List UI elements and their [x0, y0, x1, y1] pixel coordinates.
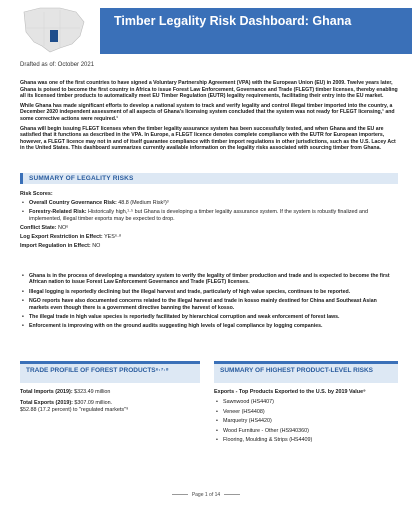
- intro-paragraph: Ghana was one of the first countries to have signed a Voluntary Partnership Agreement (VPA) with the European Union (EU) in 2009. Twelve years later, Ghana is poised to become the first country in Africa to issue Forest Law Enforcement, Governance and Trade (FLEGT) timber licenses, thereby enabling all its licensed timber products to automatically meet EU Timber Regulation (EUTR) legality requirements, facilitating their entry into the EU market.: [20, 80, 398, 100]
- list-item: • Enforcement is improving with on the ground audits suggesting high levels of legal compliance by logging companies.: [20, 323, 398, 329]
- risk-scores: [20, 191, 398, 252]
- list-item: • Flooring, Moulding & Strips (HS4409): [214, 437, 398, 444]
- total-imports-label: Total Imports (2019):: [20, 389, 73, 395]
- forestry-risk-value: Historically high,¹·⁵ but Ghana is developing a timber legality assurance system. If the system is robustly finalized and implemented, illegal timber exports may be expected to drop.: [29, 209, 369, 222]
- conflict-state: [20, 225, 398, 232]
- product-risks: [214, 389, 398, 447]
- forestry-risk: [20, 209, 398, 223]
- drafted-date: Drafted as of: October 2021: [20, 62, 95, 68]
- import-regulation-value: NO: [92, 243, 101, 249]
- conflict-state-value: NO⁶: [58, 225, 69, 231]
- log-export-label: Log Export Restriction in Effect:: [20, 234, 103, 240]
- total-exports-value: $307.09 million.: [74, 400, 113, 406]
- intro-paragraph: While Ghana has made significant efforts to develop a national system to track and verify legality and control illegal timber imported into the country, a December 2020 independent assessment of all aspects of Ghana's licensing system concluded that the system was not ready for FLEGT licensing,¹ and some corrective actions were required.¹: [20, 102, 395, 122]
- conflict-state-label: Conflict State:: [20, 225, 57, 231]
- africa-map-icon: [20, 2, 90, 58]
- import-regulation-label: Import Regulation in Effect:: [20, 243, 91, 249]
- list-item: • Illegal logging is reportedly declining but the illegal harvest and trade, particularly of high value species, continues to be reported.: [20, 289, 398, 295]
- list-item: • Ghana is in the process of developing a mandatory system to verify the legality of timber production and trade and is expected to become the first African nation to issue Forest Law Enforcement Governance and Trade (FLEGT) licenses.: [20, 273, 398, 286]
- section-heading-products: [214, 361, 398, 383]
- total-exports: [20, 400, 200, 407]
- governance-risk-label: Overall Country Governance Risk:: [29, 200, 117, 206]
- page-title: Timber Legality Risk Dashboard: Ghana: [114, 14, 352, 28]
- product-risks-subheading: Exports - Top Products Exported to the U.S. by 2019 Value⁹: [214, 389, 366, 395]
- section-heading-text: SUMMARY OF HIGHEST PRODUCT-LEVEL RISKS: [220, 367, 374, 374]
- import-regulation: [20, 243, 398, 250]
- section-heading-text: SUMMARY OF LEGALITY RISKS: [29, 175, 134, 182]
- intro-section: [20, 80, 398, 155]
- key-points-list: [20, 273, 398, 333]
- total-imports: [20, 389, 200, 396]
- section-heading-summary: [20, 173, 398, 184]
- page-header: [0, 0, 412, 56]
- exports-detail: $52.88 (17.2 percent) to "regulated markets"⁹: [20, 407, 129, 413]
- list-item: • Sawnwood (HS4407): [214, 399, 398, 406]
- log-export-restriction: [20, 234, 398, 241]
- list-item: • Veneer (HS4408): [214, 409, 398, 416]
- risk-scores-label: Risk Scores:: [20, 191, 53, 197]
- list-item: • Marquetry (HS4420): [214, 418, 398, 425]
- governance-risk-value: 48.8 (Medium Risk²)³: [118, 200, 169, 206]
- list-item: • The illegal trade in high value species is reportedly facilitated by hierarchical corruption and weak enforcement of forest laws.: [20, 314, 398, 320]
- total-imports-value: $323.49 million: [74, 389, 111, 395]
- log-export-value: YES⁶·⁸: [104, 234, 122, 240]
- intro-paragraph: Ghana will begin issuing FLEGT licenses when the timber legality assurance system has been successfully tested, and when Ghana and the EU are satisfied that it functions as described in the VPA. In Europe, a FLEGT licence denotes complete compliance with the EUTR for European importers, however, a FLEGT licence may not in and of itself guarantee compliance with timber import regulations in other jurisdictions, such as the U.S. Lacey Act in the United States. This dashboard summarizes currently available information on the legality risks associated with sourcing timber from Ghana.: [20, 125, 396, 152]
- total-exports-label: Total Exports (2019):: [20, 400, 73, 406]
- list-item: • NGO reports have also documented concerns related to the illegal harvest and trade in kosso mainly destined for China and Southeast Asian markets even though there is a government directive banning the harvest of kosso.: [20, 298, 398, 311]
- ghana-highlight-icon: [50, 30, 58, 42]
- forestry-risk-label: Forestry-Related Risk:: [29, 209, 87, 215]
- section-heading-trade: [20, 361, 200, 383]
- trade-profile: [20, 389, 200, 414]
- page-number: Page 1 of 14: [0, 492, 412, 498]
- list-item: • Wood Furniture - Other (HS940360): [214, 428, 398, 435]
- governance-risk: [20, 200, 398, 207]
- section-heading-text: TRADE PROFILE OF FOREST PRODUCTS⁶·⁷·⁸: [26, 367, 169, 374]
